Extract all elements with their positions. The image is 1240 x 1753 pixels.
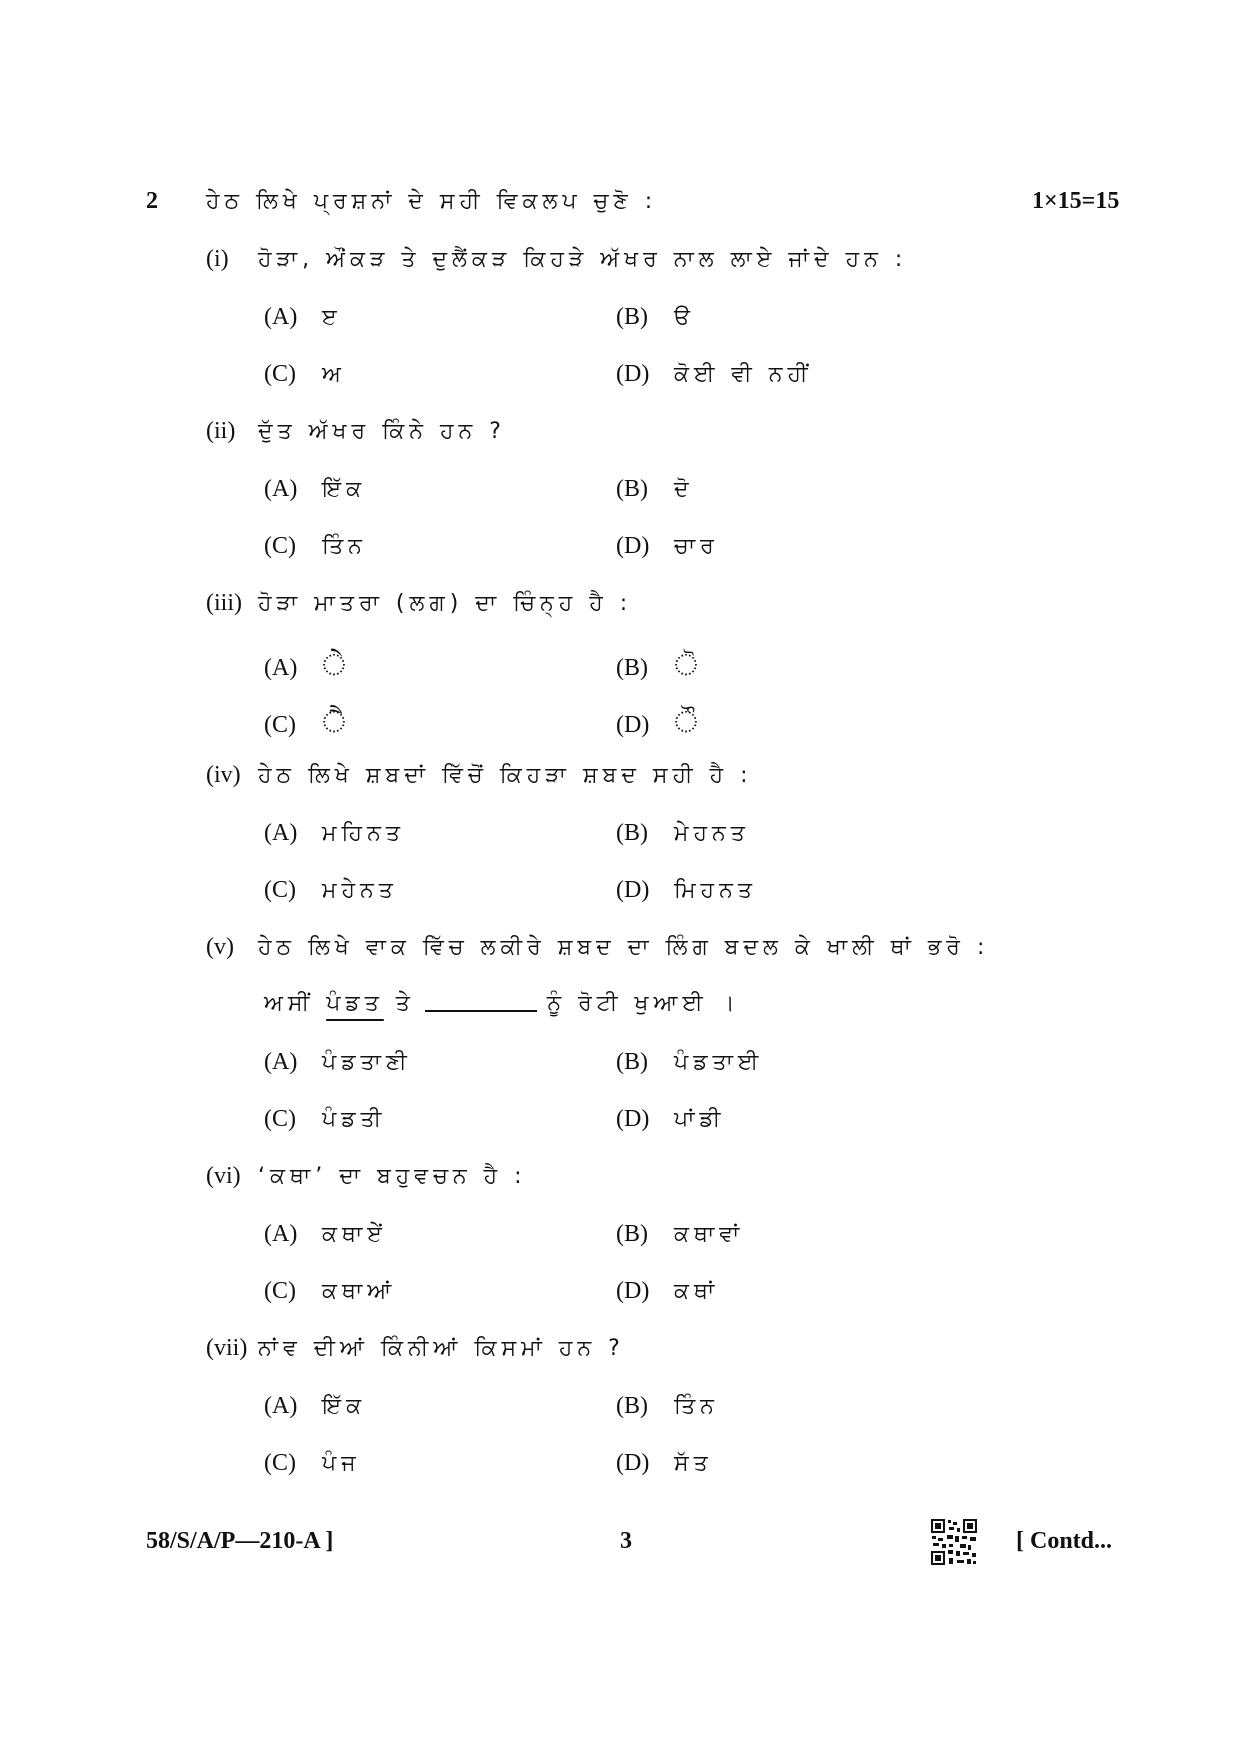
option-label: (C) (264, 533, 296, 559)
option-label: (D) (616, 361, 650, 387)
option-label: (B) (616, 304, 648, 330)
option-a (264, 820, 405, 847)
option-label: (D) (616, 533, 650, 559)
sub-question-text: ਨਾਂਵ ਦੀਆਂ ਕਿੰਨੀਆਂ ਕਿਸਮਾਂ ਹਨ ? (258, 1336, 625, 1361)
option-text: ੳ (674, 305, 695, 330)
sentence-mid: ਤੇ (395, 991, 415, 1016)
sentence-underlined-word: ਪੰਡਤ (326, 991, 384, 1016)
option-label: (C) (264, 1278, 296, 1304)
sub-question-text: ਹੇਠ ਲਿਖੇ ਵਾਕ ਵਿੱਚ ਲਕੀਰੇ ਸ਼ਬਦ ਦਾ ਲਿੰਗ ਬਦਲ ਕੇ ਖਾਲੀ ਥਾਂ ਭਰੋ : (258, 935, 990, 960)
option-d (616, 1450, 713, 1477)
option-d (616, 1278, 719, 1305)
sub-question-4 (206, 762, 753, 789)
option-label: (B) (616, 476, 648, 502)
option-label: (A) (264, 1221, 298, 1247)
option-c (264, 1278, 396, 1305)
option-text: ਕਥਾਵਾਂ (674, 1222, 745, 1247)
option-label: (B) (616, 655, 648, 681)
option-label: (A) (264, 655, 298, 681)
option-label: (D) (616, 1450, 650, 1476)
blank-line (425, 1010, 537, 1012)
sub-question-number: (i) (206, 246, 229, 272)
option-label: (C) (264, 1450, 296, 1476)
option-label: (C) (264, 877, 296, 903)
option-text: ਮੇਹਨਤ (674, 821, 750, 846)
option-d (616, 361, 813, 388)
option-text: ਤਿੰਨ (674, 1394, 719, 1419)
option-text: ਕਥਾਂ (674, 1279, 720, 1304)
sub-question-number: (ii) (206, 418, 236, 444)
option-label: (C) (264, 361, 296, 387)
option-label: (D) (616, 1106, 650, 1132)
option-label: (A) (264, 820, 298, 846)
option-label: (B) (616, 1393, 648, 1419)
option-text: ਸੱਤ (674, 1451, 713, 1476)
option-text: ਮਹੇਨਤ (322, 878, 398, 903)
sub-question-text: ਹੇਠ ਲਿਖੇ ਸ਼ਬਦਾਂ ਵਿੱਚੋਂ ਕਿਹੜਾ ਸ਼ਬਦ ਸਹੀ ਹੈ : (258, 763, 753, 788)
option-a (264, 1049, 412, 1076)
option-b (616, 476, 694, 503)
question-number: 2 (146, 188, 158, 214)
option-label: (A) (264, 1393, 298, 1419)
option-d (616, 533, 719, 560)
option-b (616, 1221, 744, 1248)
option-text: ਪੰਜ (322, 1451, 361, 1476)
option-text: ੲ (322, 305, 342, 330)
sub-question-number: (iv) (206, 762, 241, 788)
option-text: ਕੋਈ ਵੀ ਨਹੀਂ (674, 362, 813, 387)
page-number: 3 (620, 1528, 632, 1554)
option-label: (A) (264, 1049, 298, 1075)
option-label: (C) (264, 712, 296, 738)
option-text: ਇੱਕ (322, 477, 367, 502)
sub-question-5 (206, 934, 989, 961)
option-text: ਮਹਿਨਤ (322, 821, 405, 846)
option-text: ਪੰਡਤਾਈ (674, 1050, 764, 1075)
option-text: ਇੱਕ (322, 1394, 367, 1419)
option-label: (D) (616, 1278, 650, 1304)
sub-question-text: ਦੁੱਤ ਅੱਖਰ ਕਿੰਨੇ ਹਨ ? (258, 419, 506, 444)
option-a (264, 476, 366, 503)
option-b (616, 820, 750, 847)
option-c (264, 705, 351, 740)
sub-question-number: (v) (206, 934, 234, 960)
option-d (616, 705, 703, 740)
sub-question-number: (vi) (206, 1163, 241, 1189)
option-text: ਕਥਾਏਂ (322, 1222, 387, 1247)
option-c (264, 1450, 361, 1477)
option-c (264, 361, 346, 388)
option-text: ਚਾਰ (674, 534, 719, 559)
option-label: (A) (264, 304, 298, 330)
option-b (616, 1049, 763, 1076)
option-text: ਪੰਡਤੀ (322, 1107, 387, 1132)
option-c (264, 877, 398, 904)
option-label: (A) (264, 476, 298, 502)
option-a (264, 1393, 366, 1420)
option-text: ਤਿੰਨ (322, 534, 367, 559)
sub-question-3 (206, 590, 632, 617)
option-label: (D) (616, 712, 650, 738)
option-b (616, 304, 695, 331)
option-a (264, 304, 342, 331)
option-label: (C) (264, 1106, 296, 1132)
sentence-after: ਨੂੰ ਰੋਟੀ ਖੁਆਈ । (546, 991, 740, 1016)
option-text: ਪੰਡਤਾਣੀ (322, 1050, 412, 1075)
sub-question-7 (206, 1335, 625, 1362)
option-a (264, 648, 351, 683)
question-marks: 1×15=15 (1032, 188, 1120, 214)
option-text: ਪਾਂਡੀ (674, 1107, 726, 1132)
option-label: (B) (616, 820, 648, 846)
fill-in-sentence (264, 991, 740, 1016)
option-text: ਅ (322, 362, 346, 387)
option-c (264, 533, 367, 560)
sub-question-6 (206, 1163, 527, 1190)
option-text: ੋ (674, 648, 703, 683)
paper-code: 58/S/A/P—210-A ] (146, 1528, 334, 1554)
sub-question-text: ਹੋੜਾ ਮਾਤਰਾ (ਲਗ) ਦਾ ਚਿੰਨ੍ਹ ਹੈ : (258, 591, 633, 616)
sub-question-1 (206, 246, 907, 273)
question-instruction: ਹੇਠ ਲਿਖੇ ਪ੍ਰਸ਼ਨਾਂ ਦੇ ਸਹੀ ਵਿਕਲਪ ਚੁਣੋ : (206, 189, 658, 214)
sentence-before: ਅਸੀਂ (264, 991, 315, 1016)
option-b (616, 648, 703, 683)
sub-question-text: ‘ਕਥਾ’ ਦਾ ਬਹੁਵਚਨ ਹੈ : (258, 1164, 527, 1189)
option-text: ੈ (322, 705, 351, 740)
continued-label: [ Contd... (1016, 1528, 1113, 1554)
option-text: ਮਿਹਨਤ (674, 878, 757, 903)
option-label: (B) (616, 1221, 648, 1247)
option-text: ਦੋ (674, 477, 694, 502)
sub-question-number: (iii) (206, 590, 242, 616)
option-text: ੇ (322, 648, 351, 683)
sub-question-text: ਹੋੜਾ, ਔਂਕੜ ਤੇ ਦੁਲੈਂਕੜ ਕਿਹੜੇ ਅੱਖਰ ਨਾਲ ਲਾਏ ਜਾਂਦੇ ਹਨ : (258, 247, 908, 272)
option-a (264, 1221, 387, 1248)
sub-question-number: (vii) (206, 1335, 248, 1361)
option-d (616, 877, 757, 904)
option-c (264, 1106, 386, 1133)
option-text: ਕਥਾਆਂ (322, 1279, 397, 1304)
option-label: (D) (616, 877, 650, 903)
option-label: (B) (616, 1049, 648, 1075)
qr-code-icon (930, 1518, 978, 1566)
sub-question-2 (206, 418, 506, 445)
option-text: ੌ (674, 705, 703, 740)
option-d (616, 1106, 725, 1133)
option-b (616, 1393, 719, 1420)
